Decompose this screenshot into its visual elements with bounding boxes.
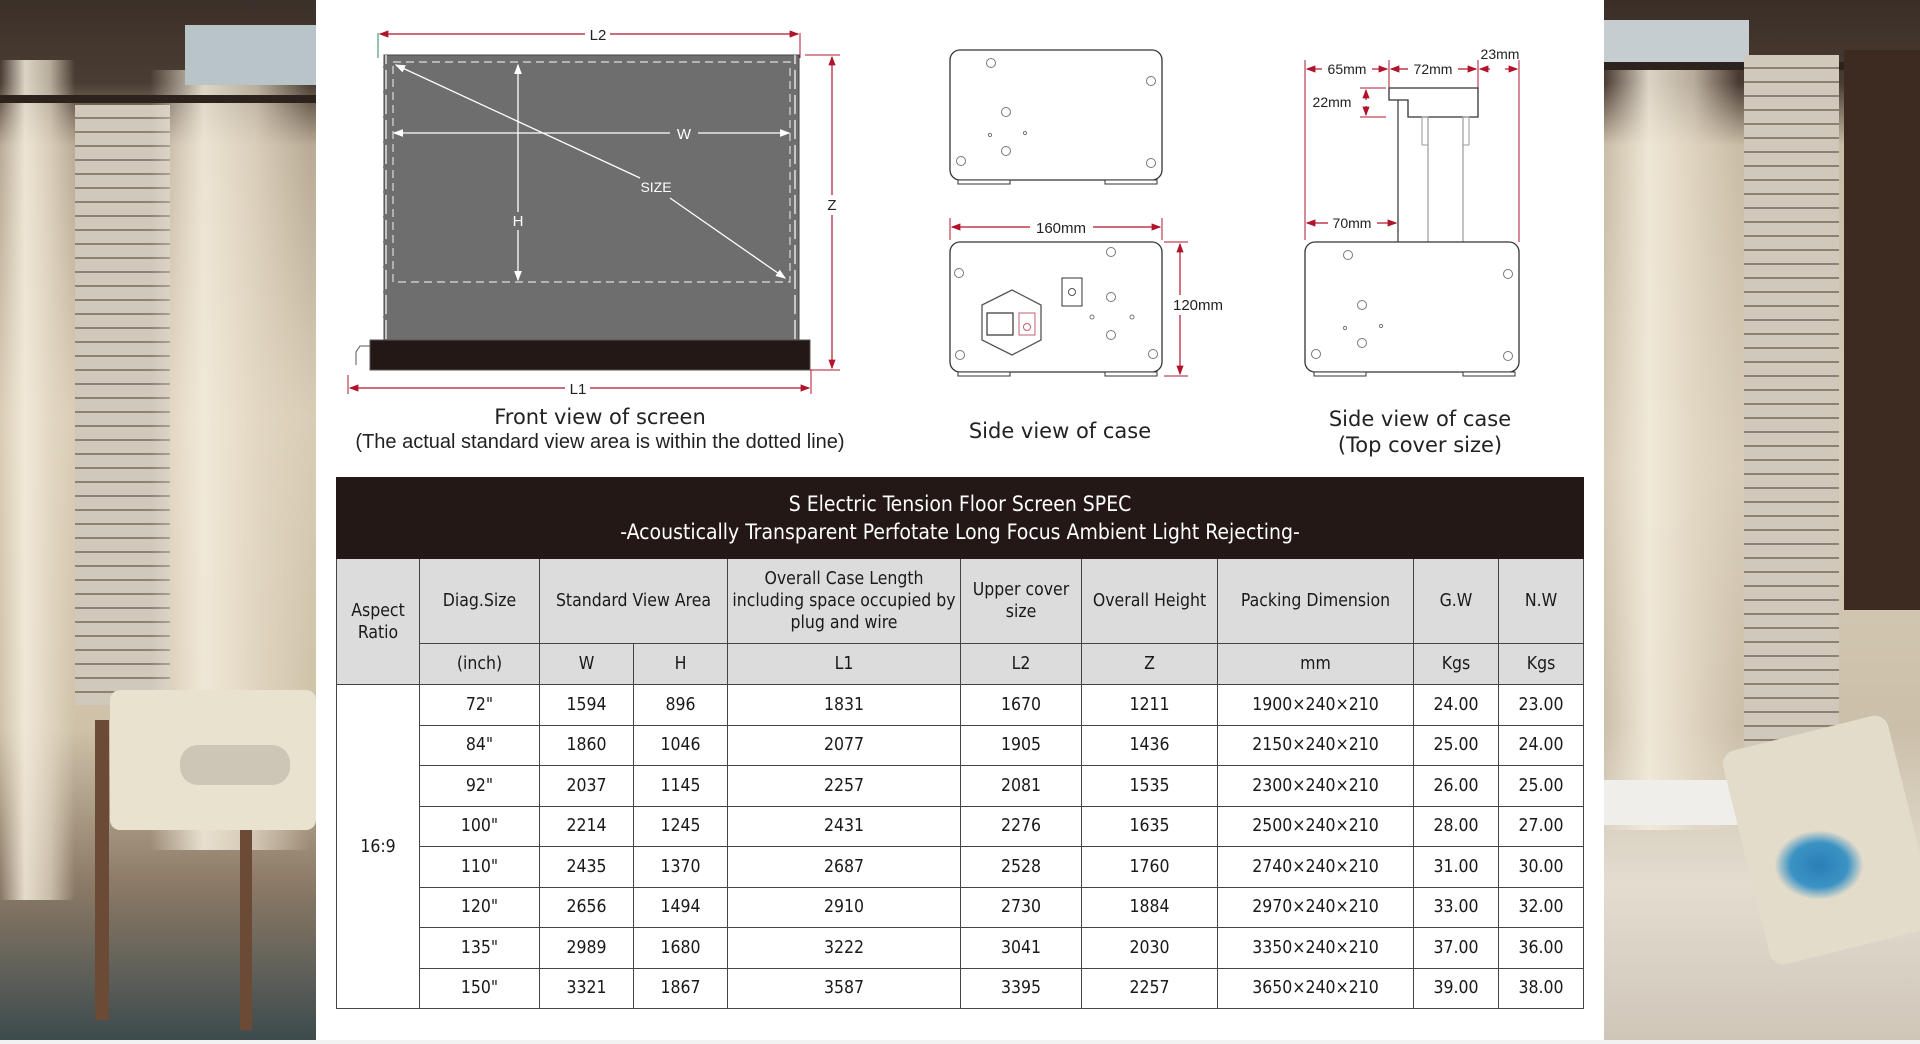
- cell-l1: 2257: [728, 766, 961, 807]
- unit-nw: Kgs: [1499, 644, 1584, 685]
- tension-dot: [383, 264, 389, 270]
- cell-l2: 2081: [961, 766, 1082, 807]
- dim-72mm-label: 72mm: [1413, 61, 1453, 77]
- header-nw: N.W: [1499, 559, 1584, 644]
- cell-l2: 2276: [961, 806, 1082, 847]
- side-view-top-cover-caption: [1280, 406, 1560, 458]
- cell-diag: 120": [420, 887, 540, 928]
- unit-l2: L2: [961, 644, 1082, 685]
- power-switch: [1062, 278, 1082, 306]
- tension-dot: [792, 264, 798, 270]
- l1-label: L1: [569, 381, 587, 398]
- cell-l1: 2431: [728, 806, 961, 847]
- cell-w: 2656: [540, 887, 634, 928]
- cell-z: 2030: [1082, 928, 1218, 969]
- dim-22mm-label: 22mm: [1312, 94, 1352, 110]
- unit-packing: mm: [1218, 644, 1414, 685]
- table-row: [337, 847, 1584, 888]
- cell-nw: 30.00: [1499, 847, 1584, 888]
- cell-packing: 3350×240×210: [1218, 928, 1414, 969]
- table-row: [337, 725, 1584, 766]
- h-label: H: [512, 213, 524, 230]
- cell-diag: 84": [420, 725, 540, 766]
- tension-dot: [383, 164, 389, 170]
- cell-w: 1594: [540, 685, 634, 726]
- tension-dot: [792, 164, 798, 170]
- cell-z: 1436: [1082, 725, 1218, 766]
- table-row: [337, 928, 1584, 969]
- table-row: [337, 968, 1584, 1009]
- cell-nw: 36.00: [1499, 928, 1584, 969]
- z-label: Z: [827, 197, 837, 214]
- cell-gw: 24.00: [1414, 685, 1499, 726]
- cell-packing: 2150×240×210: [1218, 725, 1414, 766]
- spec-table: [336, 477, 1584, 1009]
- cell-packing: 1900×240×210: [1218, 685, 1414, 726]
- cell-w: 2435: [540, 847, 634, 888]
- aspect-ratio-cell: 16:9: [337, 685, 420, 1009]
- header-overall-height: Overall Height: [1082, 559, 1218, 644]
- cell-diag: 100": [420, 806, 540, 847]
- tension-dot: [383, 89, 389, 95]
- header-diag-size: Diag.Size: [420, 559, 540, 644]
- header-upper-cover-size: Upper cover size: [961, 559, 1082, 644]
- cell-packing: 2740×240×210: [1218, 847, 1414, 888]
- cell-gw: 37.00: [1414, 928, 1499, 969]
- background-photo-left: [0, 0, 316, 1040]
- cell-l2: 3041: [961, 928, 1082, 969]
- cell-w: 2214: [540, 806, 634, 847]
- tension-dot: [383, 214, 389, 220]
- cell-l1: 3222: [728, 928, 961, 969]
- cell-packing: 2500×240×210: [1218, 806, 1414, 847]
- top-cover: [1389, 88, 1478, 117]
- cell-z: 1535: [1082, 766, 1218, 807]
- cell-h: 1145: [634, 766, 728, 807]
- table-row: [337, 806, 1584, 847]
- unit-h: H: [634, 644, 728, 685]
- unit-gw: Kgs: [1414, 644, 1499, 685]
- side-view-caption: [920, 418, 1200, 444]
- case-top-outline: [950, 50, 1162, 180]
- cell-w: 1860: [540, 725, 634, 766]
- tension-dot: [792, 314, 798, 320]
- cell-z: 1211: [1082, 685, 1218, 726]
- side-view-title: Side view of case: [968, 419, 1152, 443]
- cell-l1: 3587: [728, 968, 961, 1009]
- table-row: [337, 685, 1584, 726]
- cell-diag: 110": [420, 847, 540, 888]
- width-160mm-label: 160mm: [1035, 220, 1087, 237]
- size-label: SIZE: [640, 179, 672, 195]
- cell-nw: 23.00: [1499, 685, 1584, 726]
- tension-dot: [792, 114, 798, 120]
- height-120mm-label: 120mm: [1172, 297, 1224, 314]
- tension-dot: [792, 214, 798, 220]
- unit-diag: (inch): [420, 644, 540, 685]
- tension-dot: [383, 64, 389, 70]
- cell-diag: 72": [420, 685, 540, 726]
- tension-dot: [383, 239, 389, 245]
- front-view-title: Front view of screen: [494, 405, 706, 429]
- front-view-diagram: [340, 20, 860, 400]
- cell-gw: 26.00: [1414, 766, 1499, 807]
- w-label: W: [676, 126, 692, 143]
- cell-h: 1494: [634, 887, 728, 928]
- tension-dot: [792, 189, 798, 195]
- cell-packing: 2970×240×210: [1218, 887, 1414, 928]
- cell-h: 1680: [634, 928, 728, 969]
- cell-z: 1884: [1082, 887, 1218, 928]
- cell-gw: 28.00: [1414, 806, 1499, 847]
- cell-l2: 3395: [961, 968, 1082, 1009]
- tension-dot: [792, 139, 798, 145]
- cell-w: 3321: [540, 968, 634, 1009]
- tension-dot: [383, 139, 389, 145]
- tension-dot: [792, 239, 798, 245]
- front-view-caption: [330, 404, 870, 454]
- dim-23mm-label: 23mm: [1480, 46, 1520, 62]
- cell-packing: 3650×240×210: [1218, 968, 1414, 1009]
- side-view-top-note: (Top cover size): [1337, 433, 1503, 457]
- cell-nw: 27.00: [1499, 806, 1584, 847]
- cell-l2: 2730: [961, 887, 1082, 928]
- cell-packing: 2300×240×210: [1218, 766, 1414, 807]
- side-view-diagram: [940, 40, 1240, 390]
- cell-h: 1370: [634, 847, 728, 888]
- cell-w: 2989: [540, 928, 634, 969]
- side-view-top-title: Side view of case: [1328, 407, 1512, 431]
- dim-65mm-label: 65mm: [1327, 61, 1367, 77]
- screen-surface: [384, 55, 799, 340]
- header-overall-case-length: Overall Case Length including space occupied by plug and wire: [728, 559, 961, 644]
- cell-gw: 33.00: [1414, 887, 1499, 928]
- cell-h: 896: [634, 685, 728, 726]
- table-title-sub: -Acoustically Transparent Perfotate Long Focus Ambient Light Rejecting-: [620, 520, 1300, 544]
- table-row: [337, 887, 1584, 928]
- cell-l1: 2687: [728, 847, 961, 888]
- unit-z: Z: [1082, 644, 1218, 685]
- cell-diag: 150": [420, 968, 540, 1009]
- front-view-note: (The actual standard view area is within the dotted line): [355, 431, 845, 453]
- cell-gw: 31.00: [1414, 847, 1499, 888]
- cell-nw: 32.00: [1499, 887, 1584, 928]
- cell-nw: 25.00: [1499, 766, 1584, 807]
- l2-label: L2: [589, 27, 607, 44]
- header-packing-dimension: Packing Dimension: [1218, 559, 1414, 644]
- tension-dot: [792, 89, 798, 95]
- side-view-top-cover-diagram: [1300, 40, 1540, 380]
- bottom-strip: [0, 1040, 1920, 1044]
- background-photo-right: [1604, 0, 1920, 1040]
- table-title: [337, 478, 1584, 559]
- tension-dot: [383, 289, 389, 295]
- dim-70mm-label: 70mm: [1332, 215, 1372, 231]
- tension-dot: [383, 114, 389, 120]
- case-box-outline: [1305, 242, 1519, 372]
- unit-l1: L1: [728, 644, 961, 685]
- cell-l2: 1905: [961, 725, 1082, 766]
- cell-h: 1245: [634, 806, 728, 847]
- cell-gw: 39.00: [1414, 968, 1499, 1009]
- tension-dot: [792, 289, 798, 295]
- table-row: [337, 766, 1584, 807]
- cell-nw: 24.00: [1499, 725, 1584, 766]
- cell-diag: 135": [420, 928, 540, 969]
- unit-w: W: [540, 644, 634, 685]
- cell-h: 1867: [634, 968, 728, 1009]
- cell-z: 1760: [1082, 847, 1218, 888]
- cell-gw: 25.00: [1414, 725, 1499, 766]
- tension-dot: [792, 64, 798, 70]
- screen-case: [370, 340, 810, 370]
- cell-h: 1046: [634, 725, 728, 766]
- cell-l2: 1670: [961, 685, 1082, 726]
- tension-dot: [383, 189, 389, 195]
- header-gw: G.W: [1414, 559, 1499, 644]
- header-aspect-ratio: Aspect Ratio: [337, 559, 420, 685]
- cell-nw: 38.00: [1499, 968, 1584, 1009]
- header-standard-view-area: Standard View Area: [540, 559, 728, 644]
- cell-l2: 2528: [961, 847, 1082, 888]
- tension-dot: [383, 314, 389, 320]
- cell-z: 2257: [1082, 968, 1218, 1009]
- cell-z: 1635: [1082, 806, 1218, 847]
- cell-w: 2037: [540, 766, 634, 807]
- cell-l1: 1831: [728, 685, 961, 726]
- cell-l1: 2077: [728, 725, 961, 766]
- cell-diag: 92": [420, 766, 540, 807]
- table-title-main: S Electric Tension Floor Screen SPEC: [788, 492, 1132, 516]
- cell-l1: 2910: [728, 887, 961, 928]
